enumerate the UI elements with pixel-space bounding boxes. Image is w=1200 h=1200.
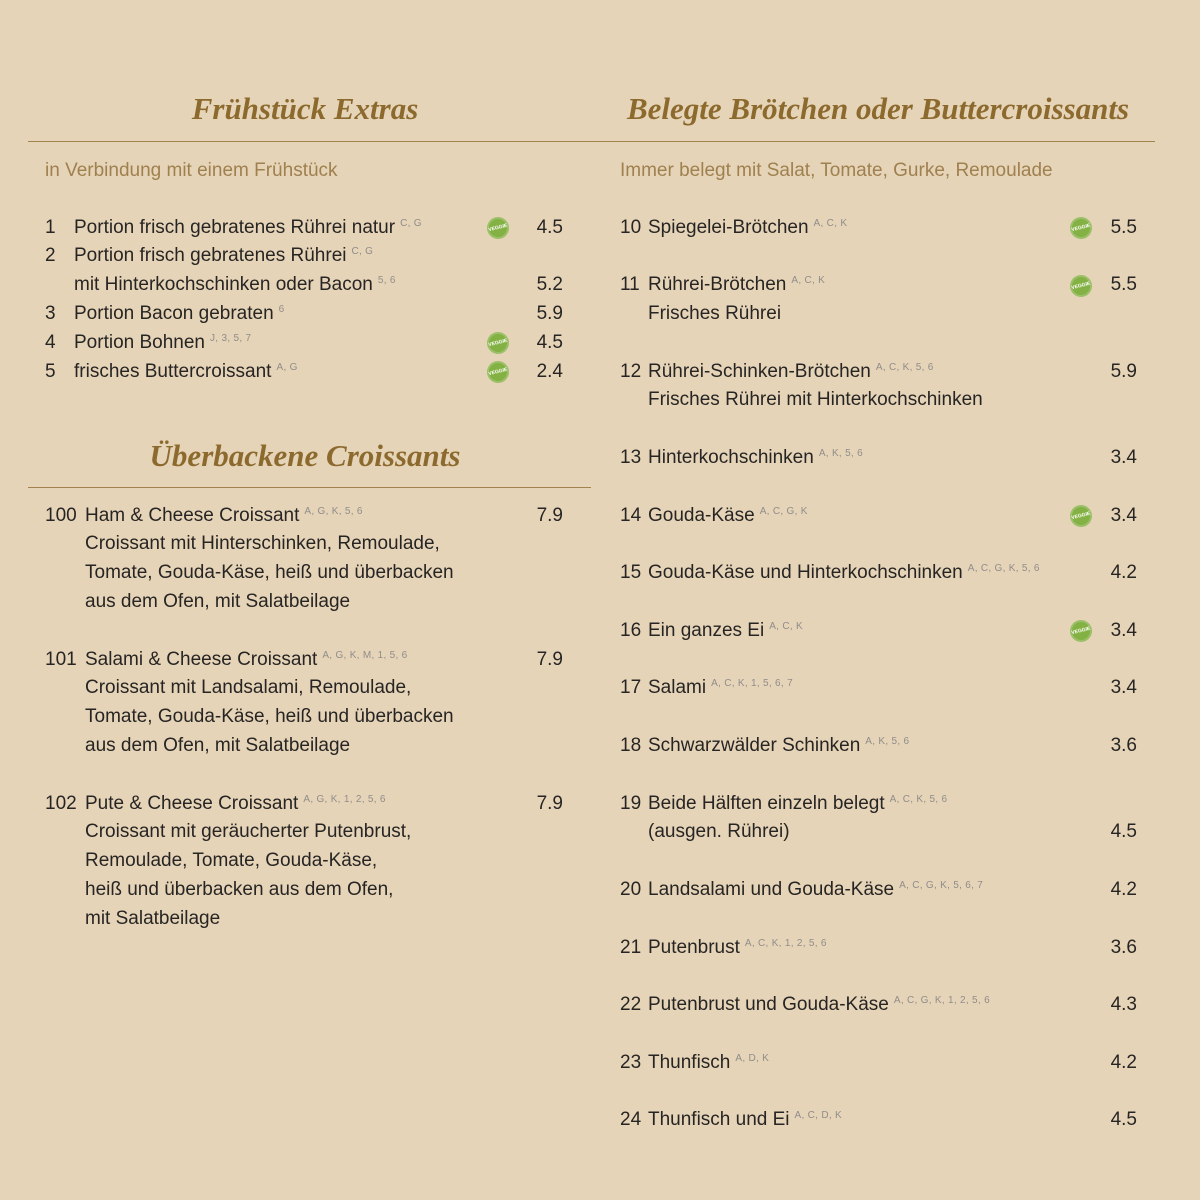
menu-item: [620, 444, 1137, 473]
item-number: 16: [620, 619, 642, 641]
item-price: 5.9: [1110, 360, 1137, 382]
allergen-codes: 5, 6: [377, 275, 396, 287]
section-title-belegte-broetchen: Belegte Brötchen oder Buttercroissants: [626, 91, 1130, 126]
allergen-codes: A, G: [276, 361, 298, 373]
item-price: 2.4: [536, 360, 563, 382]
allergen-codes: A, C, K, 1, 2, 5, 6: [744, 937, 827, 949]
extras-list: [45, 214, 563, 387]
item-name: Hinterkochschinken: [648, 446, 814, 468]
allergen-codes: J, 3, 5, 7: [210, 332, 252, 344]
allergen-codes: A, G, K, 5, 6: [304, 505, 363, 517]
item-description-line: [648, 818, 1137, 847]
item-description-line: [85, 559, 563, 588]
item-name: Salami: [648, 677, 707, 699]
menu-item: [620, 214, 1137, 243]
item-name: Thunfisch: [648, 1051, 731, 1073]
item-name: Rührei-Schinken-Brötchen: [648, 360, 871, 382]
item-number: 20: [620, 878, 642, 900]
item-price: 5.2: [536, 274, 563, 296]
section-subtitle-broetchen: Immer belegt mit Salat, Tomate, Gurke, Remoulade: [620, 159, 1053, 181]
item-name: Thunfisch und Ei: [648, 1109, 790, 1131]
item-line: [648, 790, 1137, 819]
section-subtitle-extras: in Verbindung mit einem Frühstück: [45, 159, 338, 181]
item-number: 4: [45, 331, 56, 353]
item-description-line: [85, 703, 563, 732]
item-line: [74, 329, 563, 358]
item-number: 21: [620, 936, 642, 958]
item-name: Putenbrust: [648, 936, 740, 958]
item-description: Croissant mit geräucherter Putenbrust,: [85, 821, 412, 843]
item-description-line: [85, 905, 563, 934]
veggie-badge-icon: VEGGIE: [1068, 215, 1095, 242]
menu-item: [45, 242, 563, 300]
broetchen-list: [620, 214, 1137, 1136]
veggie-badge-icon: VEGGIE: [485, 330, 512, 357]
menu-item: [620, 559, 1137, 588]
item-price: 4.2: [1110, 562, 1137, 584]
menu-item: [620, 876, 1137, 905]
allergen-codes: A, C, G, K, 5, 6, 7: [899, 879, 984, 891]
item-price: 4.2: [1110, 1051, 1137, 1073]
veggie-badge-icon: VEGGIE: [1068, 503, 1095, 530]
allergen-codes: 6: [278, 303, 285, 315]
item-line: [74, 242, 563, 271]
item-number: 11: [620, 274, 640, 296]
item-line: [648, 444, 1137, 473]
veggie-badge-icon: VEGGIE: [1068, 272, 1095, 299]
allergen-codes: A, K, 5, 6: [865, 735, 910, 747]
item-number: 13: [620, 446, 642, 468]
item-price: 7.9: [536, 648, 563, 670]
veggie-badge-icon: VEGGIE: [485, 215, 512, 242]
item-name: Salami & Cheese Croissant: [85, 648, 318, 670]
item-price: 4.5: [536, 216, 563, 238]
item-number: 3: [45, 302, 56, 324]
item-price: 5.9: [536, 302, 563, 324]
item-description: Frisches Rührei: [648, 302, 782, 324]
item-price: 3.4: [1110, 619, 1137, 641]
item-line: [74, 271, 563, 300]
item-price: 5.5: [1110, 274, 1137, 296]
item-name: Schwarzwälder Schinken: [648, 734, 861, 756]
item-name: Spiegelei-Brötchen: [648, 216, 809, 238]
item-description: (ausgen. Rührei): [648, 821, 790, 843]
item-description: Remoulade, Tomate, Gouda-Käse,: [85, 850, 378, 872]
menu-item: [620, 1106, 1137, 1135]
item-description-line: [648, 300, 1137, 329]
item-line: [648, 271, 1137, 300]
section-title-fruehstueck-extras: Frühstück Extras: [191, 91, 419, 126]
item-price: 3.6: [1110, 936, 1137, 958]
allergen-codes: C, G: [351, 246, 374, 258]
item-price: 4.5: [1110, 821, 1137, 843]
veggie-badge-icon: VEGGIE: [485, 359, 512, 386]
item-line: [85, 646, 563, 675]
menu-item: [45, 329, 563, 358]
allergen-codes: A, C, G, K, 1, 2, 5, 6: [893, 995, 990, 1007]
item-description: mit Salatbeilage: [85, 907, 221, 929]
item-line: [74, 214, 563, 243]
item-number: 100: [45, 504, 77, 526]
item-price: 4.2: [1110, 878, 1137, 900]
item-description-line: [85, 530, 563, 559]
item-name: Gouda-Käse: [648, 504, 755, 526]
item-number: 22: [620, 994, 642, 1016]
item-line: [648, 876, 1137, 905]
item-line: [648, 502, 1137, 531]
allergen-codes: A, C, K: [813, 217, 848, 229]
croissants-list: [45, 502, 563, 934]
allergen-codes: A, C, G, K: [759, 505, 808, 517]
allergen-codes: A, C, D, K: [794, 1110, 842, 1122]
item-description-line: [85, 732, 563, 761]
item-line: [648, 214, 1137, 243]
item-price: 3.4: [1110, 677, 1137, 699]
menu-item: [620, 934, 1137, 963]
menu-item: [620, 271, 1137, 329]
item-line: [648, 1049, 1137, 1078]
item-price: 4.5: [1110, 1109, 1137, 1131]
menu-item: [620, 790, 1137, 848]
menu-item: [620, 1049, 1137, 1078]
item-name: Ein ganzes Ei: [648, 619, 765, 641]
item-number: 17: [620, 677, 642, 699]
item-line: [648, 934, 1137, 963]
item-name: Pute & Cheese Croissant: [85, 792, 299, 814]
menu-item: [620, 674, 1137, 703]
item-name: Portion frisch gebratenes Rührei natur: [74, 216, 396, 238]
item-price: 3.4: [1110, 446, 1137, 468]
allergen-codes: C, G: [400, 217, 422, 229]
item-description: aus dem Ofen, mit Salatbeilage: [85, 590, 351, 612]
item-name: Putenbrust und Gouda-Käse: [648, 994, 889, 1016]
section-divider-croissants: [28, 487, 591, 488]
item-line: [648, 674, 1137, 703]
item-description: heiß und überbacken aus dem Ofen,: [85, 878, 394, 900]
item-description-line: [85, 588, 563, 617]
item-description: Tomate, Gouda-Käse, heiß und überbacken: [85, 562, 454, 584]
item-description: Croissant mit Landsalami, Remoulade,: [85, 677, 412, 699]
allergen-codes: A, G, K, M, 1, 5, 6: [322, 649, 408, 661]
item-number: 2: [45, 245, 56, 267]
allergen-codes: A, K, 5, 6: [818, 447, 863, 459]
menu-item: [620, 991, 1137, 1020]
item-line: [74, 300, 563, 329]
item-price: 7.9: [536, 792, 563, 814]
item-description-line: [85, 876, 563, 905]
allergen-codes: A, C, K: [769, 620, 803, 632]
menu-item: [620, 358, 1137, 416]
item-number: 14: [620, 504, 642, 526]
item-price: 4.5: [536, 331, 563, 353]
item-name: Beide Hälften einzeln belegt: [648, 792, 885, 814]
item-number: 18: [620, 734, 642, 756]
item-description-line: [85, 847, 563, 876]
item-name: Landsalami und Gouda-Käse: [648, 878, 895, 900]
menu-item: [45, 646, 563, 761]
item-number: 19: [620, 792, 642, 814]
item-number: 12: [620, 360, 642, 382]
item-line: [648, 732, 1137, 761]
item-name: Rührei-Brötchen: [648, 274, 787, 296]
item-line: [85, 502, 563, 531]
menu-item: [45, 790, 563, 934]
item-description-line: [85, 818, 563, 847]
item-number: 24: [620, 1109, 642, 1131]
item-price: 5.5: [1110, 216, 1137, 238]
allergen-codes: A, G, K, 1, 2, 5, 6: [303, 793, 386, 805]
item-line: [648, 358, 1137, 387]
section-divider-broetchen: [592, 141, 1155, 142]
item-number: 5: [45, 360, 56, 382]
item-name-continued: mit Hinterkochschinken oder Bacon: [74, 274, 373, 296]
veggie-badge-icon: VEGGIE: [1068, 618, 1095, 645]
allergen-codes: A, C, K, 5, 6: [889, 793, 948, 805]
item-price: 4.3: [1110, 994, 1137, 1016]
item-number: 23: [620, 1051, 642, 1073]
item-number: 10: [620, 216, 642, 238]
menu-item: [45, 214, 563, 243]
item-line: [648, 617, 1137, 646]
menu-item: [45, 300, 563, 329]
menu-item: [620, 502, 1137, 531]
item-line: [85, 790, 563, 819]
item-name: Gouda-Käse und Hinterkochschinken: [648, 562, 963, 584]
item-line: [648, 1106, 1137, 1135]
item-price: 7.9: [536, 504, 563, 526]
allergen-codes: A, D, K: [735, 1052, 770, 1064]
item-name: Portion frisch gebratenes Rührei: [74, 245, 347, 267]
item-price: 3.6: [1110, 734, 1137, 756]
menu-item: [620, 617, 1137, 646]
item-description: aus dem Ofen, mit Salatbeilage: [85, 734, 351, 756]
allergen-codes: A, C, K, 5, 6: [875, 361, 934, 373]
item-number: 102: [45, 792, 77, 814]
item-description: Tomate, Gouda-Käse, heiß und überbacken: [85, 706, 454, 728]
menu-item: [45, 358, 563, 387]
item-number: 1: [45, 216, 56, 238]
item-name: frisches Buttercroissant: [74, 360, 272, 382]
item-description: Croissant mit Hinterschinken, Remoulade,: [85, 533, 440, 555]
item-name: Ham & Cheese Croissant: [85, 504, 300, 526]
item-description-line: [85, 674, 563, 703]
item-number: 15: [620, 562, 642, 584]
menu-item: [45, 502, 563, 617]
allergen-codes: A, C, G, K, 5, 6: [967, 563, 1040, 575]
item-description-line: [648, 386, 1137, 415]
item-line: [648, 559, 1137, 588]
allergen-codes: A, C, K: [791, 275, 826, 287]
item-number: 101: [45, 648, 77, 670]
section-title-ueberbackene-croissants: Überbackene Croissants: [149, 438, 461, 473]
item-name: Portion Bacon gebraten: [74, 302, 274, 324]
item-line: [74, 358, 563, 387]
menu-item: [620, 732, 1137, 761]
item-description: Frisches Rührei mit Hinterkochschinken: [648, 389, 983, 411]
allergen-codes: A, C, K, 1, 5, 6, 7: [711, 678, 793, 690]
section-divider-extras: [28, 141, 592, 142]
item-price: 3.4: [1110, 504, 1137, 526]
item-name: Portion Bohnen: [74, 331, 205, 353]
item-line: [648, 991, 1137, 1020]
